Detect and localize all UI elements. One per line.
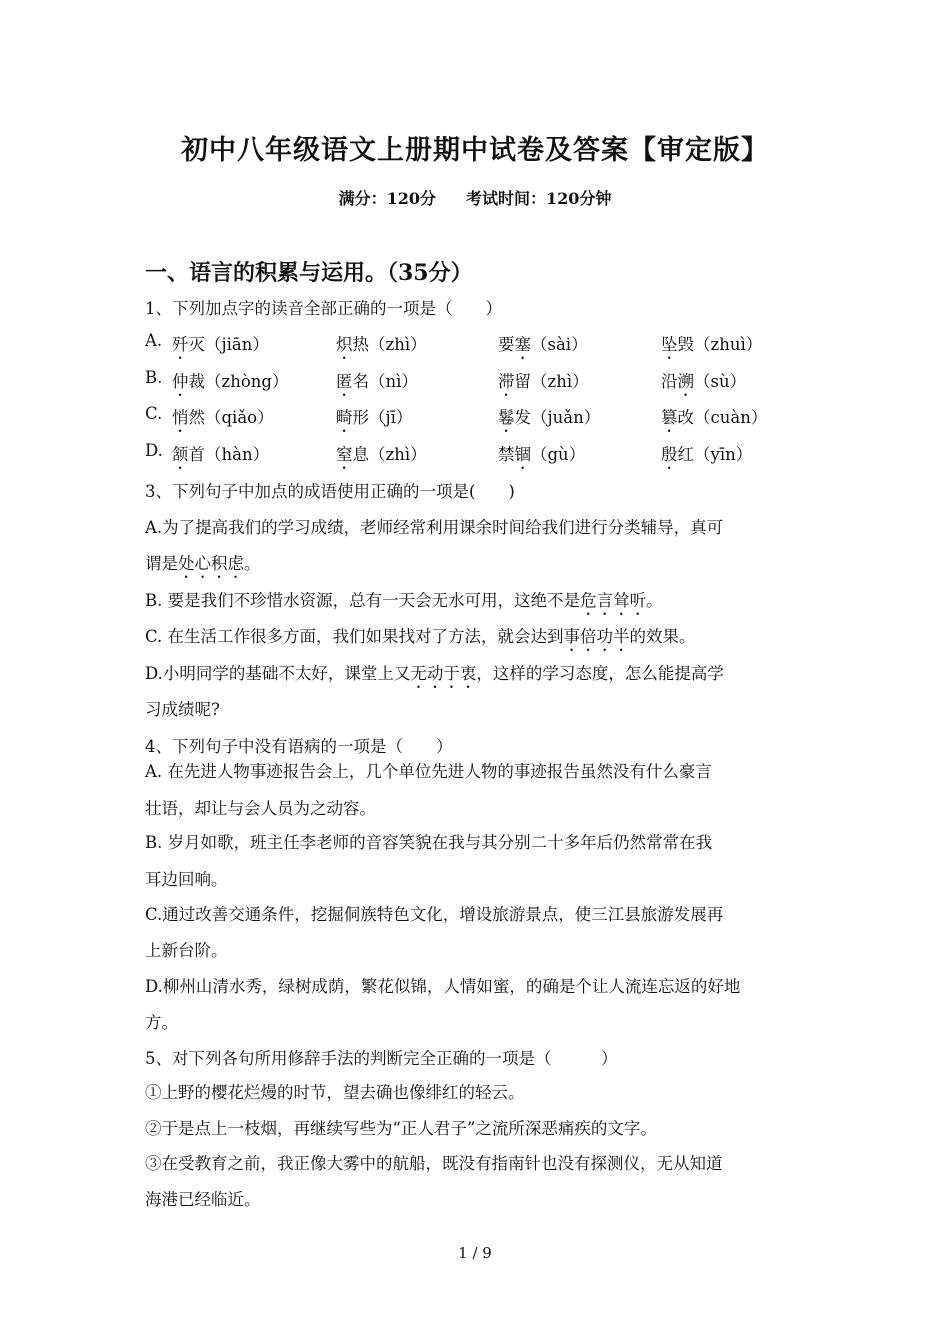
q4-option-b-line2: 耳边回响。: [145, 870, 228, 889]
q4-option-b-line1: B. 岁月如歌，班主任李老师的音容笑貌在我与其分别二十多年后仍然常常在我: [145, 833, 713, 852]
q5-sentence-2: ②于是点上一枝烟，再继续写些为“正人君子”之流所深恶痛疾的文字。: [145, 1119, 657, 1138]
exam-info: [0, 186, 950, 209]
option-letter: B.: [145, 368, 163, 387]
q5-sentence-3-line2: 海港已经临近。: [145, 1190, 261, 1209]
option-word: 匿名（nì）: [336, 372, 418, 391]
q1-option-d: [145, 441, 825, 469]
q1-option-a: [145, 331, 825, 359]
option-word: 殷红（yīn）: [661, 445, 753, 464]
option-word: 歼灭（jiān）: [172, 335, 269, 354]
q3-option-b: B. 要是我们不珍惜水资源，总有一天会无水可用，这绝不是危言耸听。: [145, 591, 663, 610]
option-word: 禁锢（gù）: [498, 445, 586, 464]
dotted-idiom: 事倍功半: [563, 627, 630, 646]
option-word: 畸形（jī）: [336, 408, 413, 427]
q1-option-b: [145, 368, 825, 396]
option-letter: A.: [145, 331, 163, 350]
q4-option-d-line1: D.柳州山清水秀，绿树成荫，繁花似锦，人情如蜜，的确是个让人流连忘返的好地: [145, 977, 741, 996]
dotted-idiom: 危言耸听: [580, 591, 647, 610]
q4-option-d-line2: 方。: [145, 1013, 178, 1032]
q4-option-c-line2: 上新台阶。: [145, 941, 228, 960]
option-word: 悄然（qiǎo）: [172, 408, 274, 427]
q4-option-c-line1: C.通过改善交通条件，挖掘侗族特色文化，增设旅游景点，使三江县旅游发展再: [145, 905, 724, 924]
q3-stem: 3、下列句子中加点的成语使用正确的一项是( ): [145, 482, 515, 501]
option-word: 鬈发（juǎn）: [498, 408, 601, 427]
full-score: 满分：120分: [338, 189, 436, 208]
option-word: 滞留（zhì）: [498, 372, 589, 391]
q1-option-c: [145, 404, 825, 432]
dotted-idiom: 处心积虑: [178, 554, 244, 573]
q3-option-c: C. 在生活工作很多方面，我们如果找对了方法，就会达到事倍功半的效果。: [145, 627, 696, 646]
option-word: 仲裁（zhòng）: [172, 372, 289, 391]
option-letter: C.: [145, 404, 163, 423]
exam-time: 考试时间：120分钟: [466, 189, 612, 208]
section-heading: 一、语言的积累与运用。（35分）: [145, 260, 473, 286]
q3-option-a-line1: A.为了提高我们的学习成绩，老师经常利用课余时间给我们进行分类辅导，真可: [145, 518, 724, 537]
option-word: 沿溯（sù）: [661, 372, 747, 391]
option-word: 坠毁（zhuì）: [661, 335, 763, 354]
option-word: 要塞（sài）: [498, 335, 588, 354]
q3-option-a-line2: 谓是处心积虑。: [145, 554, 261, 573]
q1-stem: 1、下列加点字的读音全部正确的一项是（ ）: [145, 299, 502, 318]
option-letter: D.: [145, 441, 163, 460]
page-title: 初中八年级语文上册期中试卷及答案【审定版】: [181, 135, 769, 166]
page-number: 1 / 9: [458, 1244, 492, 1262]
q4-option-a-line2: 壮语，却让与会人员为之动容。: [145, 799, 376, 818]
q3-option-d-line1: D.小明同学的基础不太好，课堂上又无动于衷，这样的学习态度，怎么能提高学: [145, 664, 724, 683]
q3-option-d-line2: 习成绩呢?: [145, 700, 220, 719]
q5-sentence-1: ①上野的樱花烂熳的时节，望去确也像绯红的轻云。: [145, 1083, 525, 1102]
q5-sentence-3-line1: ③在受教育之前，我正像大雾中的航船，既没有指南针也没有探测仪，无从知道: [145, 1154, 723, 1173]
dotted-idiom: 无动于衷: [410, 664, 477, 683]
option-word: 颔首（hàn）: [172, 445, 270, 464]
q4-stem: 4、下列句子中没有语病的一项是（ ）: [145, 737, 453, 756]
option-word: 篡改（cuàn）: [661, 408, 768, 427]
option-word: 窒息（zhì）: [336, 445, 427, 464]
q4-option-a-line1: A. 在先进人物事迹报告会上，几个单位先进人物的事迹报告虽然没有什么豪言: [145, 762, 712, 781]
option-word: 炽热（zhì）: [336, 335, 427, 354]
q5-stem: 5、对下列各句所用修辞手法的判断完全正确的一项是（ ）: [145, 1049, 618, 1068]
